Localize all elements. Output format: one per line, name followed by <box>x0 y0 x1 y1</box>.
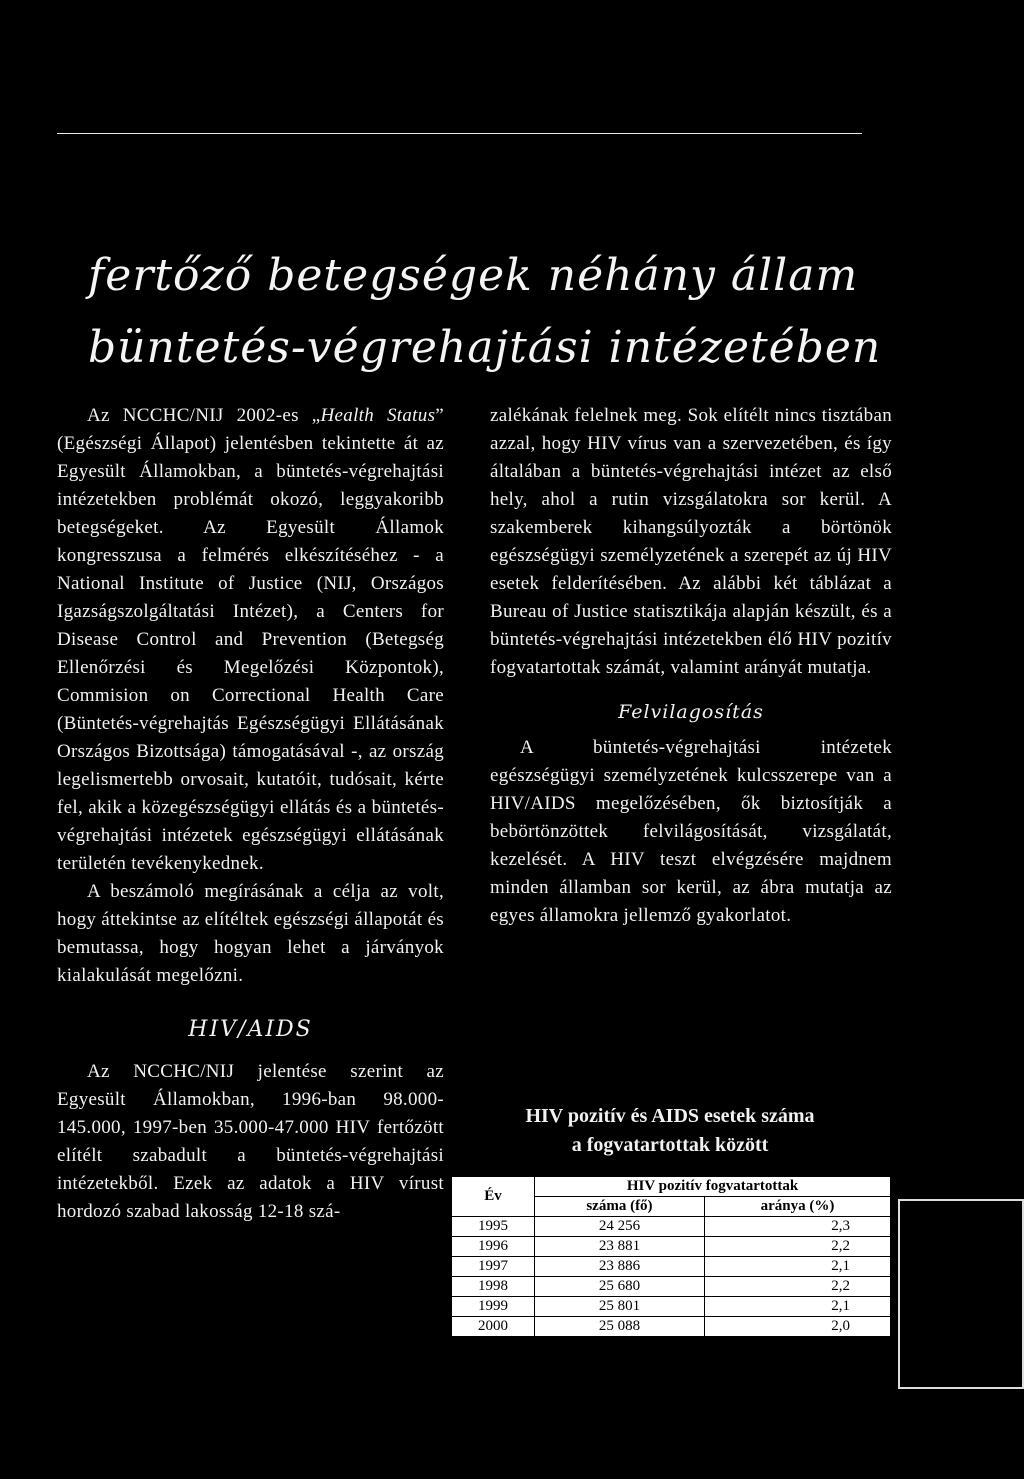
title-line-2: büntetés-végrehajtási intézetében <box>88 322 882 373</box>
left-column <box>57 402 444 1226</box>
table-row: 1998 25 680 2,2 <box>452 1277 891 1297</box>
hiv-table <box>451 1176 891 1337</box>
top-rule <box>57 133 862 134</box>
right-column <box>490 402 892 930</box>
right-paragraph-2: A büntetés-végrehajtási intézetek egészségügyi személyzetének kulcsszerepe van a HIV/AIDS megelőzésében, ők biztosítják a bebörtönzöttek felvilágosítását, vizsgálatát, kezelését. A HIV teszt elvégzésére majdnem minden államban sor kerül, az ábra mutatja az egyes államokra jellemző gyakorlatot. <box>490 737 892 926</box>
table-title: HIV pozitív és AIDS esetek száma a fogvatartottak között <box>525 1105 815 1156</box>
col-header-year: Év <box>452 1177 535 1217</box>
left-paragraph-1: Az NCCHC/NIJ 2002-es „Health Status” (Egészségi Állapot) jelentésben tekintette át az Egyesült Államokban, a büntetés-végrehajtási intézetekben problémát okozó, leggyakoribb betegségeket. Az Egyesült Államok kongresszusa a felmérés elkészítéséhez - a National Institute of Justice (NIJ, Országos Igazságszolgáltatási Intézet), a Centers for Disease Control and Prevention (Betegség Ellenőrzési és Megelőzési Központok), Commision on Correctional Health Care (Büntetés-végrehajtás Egészségügyi Ellátásának Országos Bizottsága) támogatásával -, az ország legelismertebb orvosait, kutatóit, tudósait, kérte fel, akik a közegészségügyi ellátás és a büntetés-végrehajtási intézetek egészségügyi ellátásának területén tevékenykednek. <box>57 405 444 874</box>
title-line-1: fertőző betegségek néhány állam <box>88 250 859 301</box>
table-row: 1996 23 881 2,2 <box>452 1237 891 1257</box>
table-row: 1995 24 256 2,3 <box>452 1217 891 1237</box>
table-row: 1997 23 886 2,1 <box>452 1257 891 1277</box>
table-row: 1999 25 801 2,1 <box>452 1297 891 1317</box>
table-row: 2000 25 088 2,0 <box>452 1317 891 1337</box>
side-frame <box>898 1199 1024 1389</box>
col-header-group: HIV pozitív fogvatartottak <box>535 1177 891 1197</box>
page-title <box>88 240 948 384</box>
col-header-rate: aránya (%) <box>704 1197 890 1217</box>
felvilagositas-heading: Felvilagosítás <box>618 701 764 723</box>
right-paragraph-1: zalékának felelnek meg. Sok elítélt nincs tisztában azzal, hogy HIV vírus van a szervezetében, és így általában a büntetés-végrehajtási intézet az első hely, ahol a rutin vizsgálatokra sor kerül. A szakemberek kihangsúlyozták a börtönök egészségügyi személyzetének a szerepét az új HIV esetek felderítésében. Az alábbi két táblázat a Bureau of Justice statisztikája alapján készült, és a büntetés-végrehajtási intézetekben élő HIV pozitív fogvatartottak számát, valamint arányát mutatja. <box>490 405 892 678</box>
left-paragraph-2: A beszámoló megírásának a célja az volt, hogy áttekintse az elítéltek egészségi állapotát és bemutassa, hogy hogyan lehet a járványok kialakulását megelőzni. <box>57 881 444 986</box>
hiv-aids-heading: HIV/AIDS <box>188 1017 313 1042</box>
left-paragraph-3: Az NCCHC/NIJ jelentése szerint az Egyesült Államokban, 1996-ban 98.000-145.000, 1997-ben 35.000-47.000 HIV fertőzött elítélt szabadult a büntetés-végrehajtási intézetekből. Ezek az adatok a HIV vírust hordozó szabad lakosság 12-18 szá- <box>57 1061 444 1222</box>
report-title-italic: Health Status <box>320 405 436 426</box>
col-header-count: száma (fő) <box>535 1197 705 1217</box>
